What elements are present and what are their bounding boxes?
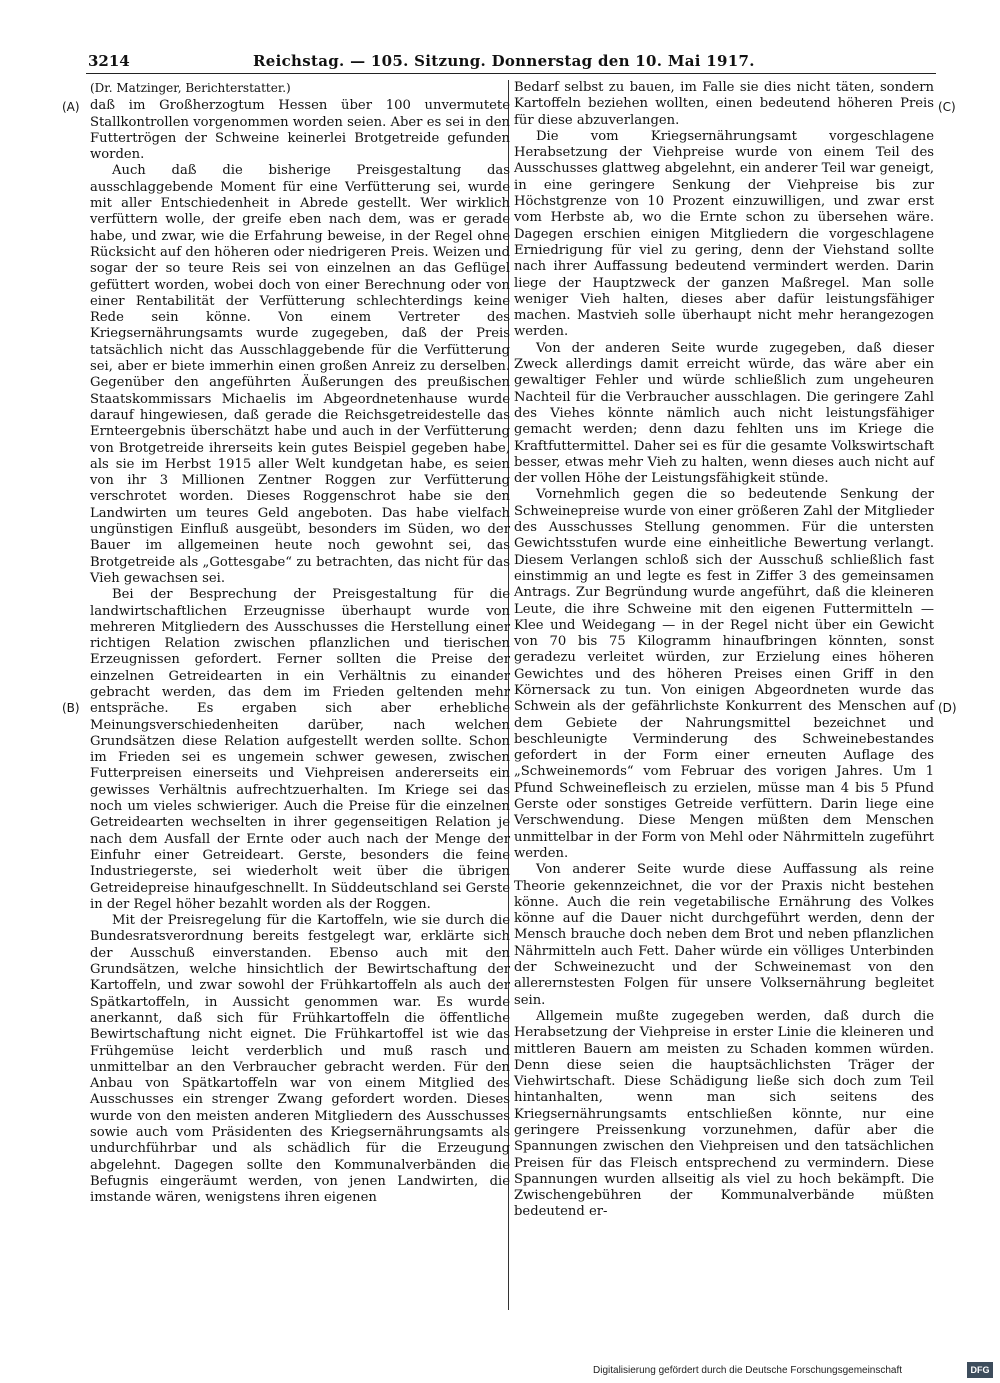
margin-letter-a: (A) [62, 100, 80, 114]
paragraph: Die vom Kriegsernährungsamt vorgeschlagene Herabsetzung der Viehpreise wurde von einem Teil des Ausschusses glattweg abgelehnt, ein anderer Teil war geneigt, in eine geringere Senkung der Viehpreise bis zur Höchstgrenze von 10 Prozent einzuwilligen, und zwar erst vom Herbste ab, wo die Ernte schon zu übersehen wäre. Dagegen erschien einigen Mitgliedern die vorgeschlagene Erniedrigung für viel zu gering, denn der Viehstand sollte nach ihrer Auffassung bedeutend vermindert werden. Darin liege der Hauptzweck der ganzen Maßregel. Man solle weniger Vieh halten, dieses aber dafür leistungsfähiger machen. Mastvieh solle überhaupt nicht mehr herangezogen werden. [514, 128, 934, 340]
reporter-line: (Dr. Matzinger, Berichterstatter.) [90, 81, 291, 95]
paragraph: Bedarf selbst zu bauen, im Falle sie dies nicht täten, sondern Kartoffeln beziehen wollten, einen bedeutend höheren Preis für diese abzuverlangen. [514, 80, 934, 128]
footer-text: Digitalisierung gefördert durch die Deutsche Forschungsgemeinschaft [593, 1365, 903, 1376]
paragraph: Bei der Besprechung der Preisgestaltung für die landwirtschaftlichen Erzeugnisse überhaupt wurde von mehreren Mitgliedern des Ausschusses die Herstellung einer richtigen Relation zwischen pflanzlichen und tierischen Erzeugnissen gefordert. Ferner sollten die Preise der einzelnen Getreidearten in ein Verhältnis zu einander gebracht werden, das dem im Frieden geltenden mehr entspräche. Es ergaben sich aber erhebliche Meinungsverschiedenheiten darüber, nach welchen Grundsätzen diese Relation aufgestellt werden sollte. Schon im Frieden sei es ungemein schwer gewesen, zwischen Futterpreisen einerseits und Viehpreisen andererseits ein gewisses Verhältnis aufrechtzuerhalten. Im Kriege sei das noch um vieles schwieriger. Auch die Preise für die einzelnen Getreidearten wechselten in ihrer gegenseitigen Relation je nach dem Ausfall der Ernte oder auch nach der Menge der Einfuhr einer Getreideart. Gerste, besonders die feine Industriegerste, sei wiederholt weit über die übrigen Getreidepreise hinaufgeschnellt. In Süddeutschland sei Gerste in der Regel höher bezahlt worden als der Roggen. [90, 587, 510, 912]
dfg-logo: DFG [967, 1362, 993, 1378]
right-column [514, 80, 934, 1221]
paragraph: Allgemein mußte zugegeben werden, daß durch die Herabsetzung der Viehpreise in erster Linie die kleineren und mittleren Bauern am meisten zu Schaden kommen würden. Denn diese seien die hauptsächlichsten Träger der Viehwirtschaft. Diese Schädigung ließe sich doch zum Teil hintanhalten, wenn man sich seitens des Kriegsernährungsamts entschließen könnte, nur eine geringere Preissenkung vorzunehmen, dafür aber die Spannungen zwischen den Viehpreisen und den tatsächlichen Preisen für das Fleisch entsprechend zu vermindern. Diese Spannungen wurden allseitig als viel zu hoch bekämpft. Die Zwischengebühren der Kommunalverbände müßten bedeutend er- [514, 1008, 934, 1220]
paragraph: Von der anderen Seite wurde zugegeben, daß dieser Zweck allerdings damit erreicht würde, das wäre aber ein gewaltiger Fehler und würde schließlich zum ungeheuren Nachteil für die Verbraucher ausschlagen. Die geringere Zahl des Viehes könnte nämlich auch nicht leistungsfähiger gemacht werden; denn dazu fehlten uns im Kriege die Kraftfuttermittel. Daher sei es für die gesamte Volkswirtschaft besser, etwas mehr Vieh zu halten, wenn dieses auch nicht auf der vollen Höhe der Leistungsfähigkeit stünde. [514, 340, 934, 487]
left-column [90, 80, 510, 1206]
paragraph: Vornehmlich gegen die so bedeutende Senkung der Schweinepreise wurde von einer größeren Zahl der Mitglieder des Ausschusses Stellung genommen. Für die untersten Gewichtsstufen wurde eine einheitliche Bewertung verlangt. Diesem Verlangen schloß sich der Ausschuß schließlich fast einstimmig an und legte es fest in Ziffer 3 des gemeinsamen Antrags. Zur Begründung wurde angeführt, daß die kleineren Leute, die ihre Schweine mit den eigenen Futtermitteln — Klee und Weidegang — in der Regel nicht über ein Gewicht von 70 bis 75 Kilogramm hinaufbringen könnten, sonst geradezu verleitet würden, zur Erzielung eines höheren Gewichtes und des höheren Preises einen Griff in den Körnersack zu tun. Von einigen Abgeordneten wurde das Schwein als der gefährlichste Konkurrent des Menschen auf dem Gebiete der Nahrungsmittel bezeichnet und beschleunigte Verminderung des Schweinebestandes gefordert in der Form einer erneuten Auflage des „Schweinemords“ vom Februar des vorigen Jahres. Um 1 Pfund Schweinefleisch zu erzielen, müsse man 4 bis 5 Pfund Gerste oder sonstiges Getreide verfüttern. Darin liege eine Verschwendung. Diese Mengen müßten dem Menschen unmittelbar in der Form von Mehl oder Nährmitteln zugeführt werden. [514, 487, 934, 861]
margin-letter-c: (C) [938, 100, 956, 114]
footer-credit [593, 1362, 995, 1380]
margin-letter-d: (D) [938, 701, 957, 715]
header-rule [86, 73, 936, 74]
margin-letter-b: (B) [62, 701, 80, 715]
paragraph: daß im Großherzogtum Hessen über 100 unvermutete Stallkontrollen vorgenommen worden seien. Aber es sei in den Futtertrögen der Schweine keinerlei Brotgetreide gefunden worden. [90, 98, 510, 163]
page-number: 3214 [88, 52, 130, 70]
paragraph: Von anderer Seite wurde diese Auffassung als reine Theorie gekennzeichnet, die vor der Praxis nicht bestehen könne. Auch die rein vegetabilische Ernährung des Volkes könne auf die Dauer nicht durchgeführt werden, denn der Mensch brauche doch neben dem Brot und neben pflanzlichen Nährmitteln auch Fett. Daher würde ein völliges Unterbinden der Schweinezucht und der Schweinemast von den allerernstesten Folgen für unsere Volksernährung begleitet sein. [514, 862, 934, 1008]
paragraph: Auch daß die bisherige Preisgestaltung das ausschlaggebende Moment für eine Verfütterung sei, wurde mit aller Entschiedenheit in Abrede gestellt. Wer wirklich verfüttern wolle, der greife eben nach dem, was er gerade habe, und zwar, wie die Erfahrung beweise, in der Regel ohne Rücksicht auf den höheren oder niedrigeren Preis. Weizen und sogar der so teure Reis sei von einzelnen an das Geflügel gefüttert worden, wobei doch von einer Berechnung oder von einer Rentabilität der Verfütterung schlechterdings keine Rede sein könne. Von einem Vertreter des Kriegsernährungsamts wurde zugegeben, daß der Preis tatsächlich nicht das Ausschlaggebende für die Verfütterung sei, aber er biete immerhin einen großen Anreiz zu derselben. Gegenüber den angeführten Äußerungen des preußischen Staatskommissars Michaelis im Abgeordnetenhause wurde darauf hingewiesen, daß gerade die Reichsgetreidestelle das Ernteergebnis überschätzt habe und auch in der Verfütterung von Brotgetreide ihrerseits kein gutes Beispiel gegeben habe, als sie im Herbst 1915 aller Welt kundgetan habe, es seien von ihr 3 Millionen Zentner Roggen zur Verfütterung verschrotet worden. Dieses Roggenschrot habe sie den Landwirten um teures Geld angeboten. Das habe vielfach ungünstigen Einfluß ausgeübt, besonders im Süden, wo der Bauer im allgemeinen heute noch gewohnt sei, das Brotgetreide als „Gottesgabe“ zu betrachten, das nicht für das Vieh gewachsen sei. [90, 163, 510, 586]
paragraph: Mit der Preisregelung für die Kartoffeln, wie sie durch die Bundesratsverordnung bereits festgelegt war, erklärte sich der Ausschuß einverstanden. Ebenso auch mit den Grundsätzen, welche hinsichtlich der Bewirtschaftung der Kartoffeln, und zwar sowohl der Frühkartoffeln als auch der Spätkartoffeln, in Aussicht genommen war. Es wurde anerkannt, daß sich für Frühkartoffeln die öffentliche Bewirtschaftung nicht eignet. Die Frühkartoffel ist wie das Frühgemüse leicht verderblich und muß rasch und unmittelbar an den Verbraucher gebracht werden. Für den Anbau von Spätkartoffeln war von einem Mitglied des Ausschusses ein strenger Zwang gefordert worden. Dieses wurde von den meisten anderen Mitgliedern des Ausschusses sowie auch vom Präsidenten des Kriegsernährungsamts als undurchführbar und als schädlich für die Erzeugung abgelehnt. Dagegen sollte den Kommunalverbänden die Befugnis eingeräumt werden, von jenen Landwirten, die imstande wären, wenigstens ihren eigenen [90, 913, 510, 1206]
running-title: Reichstag. — 105. Sitzung. Donnerstag den 10. Mai 1917. [253, 52, 755, 70]
